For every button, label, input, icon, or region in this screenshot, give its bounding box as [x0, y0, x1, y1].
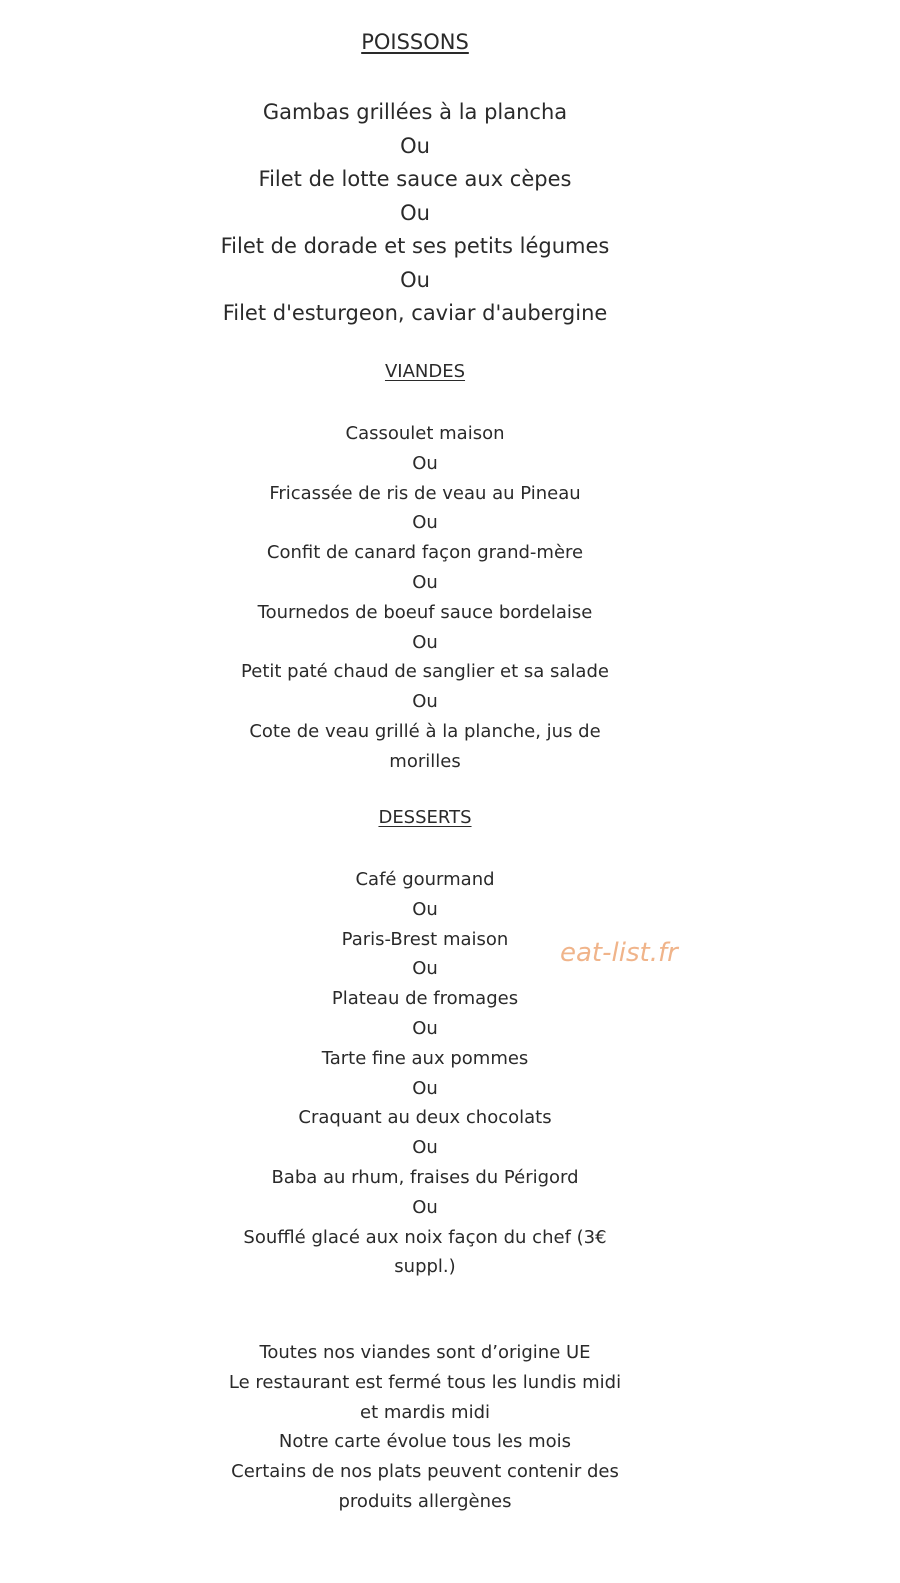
menu-item: Paris-Brest maison: [341, 928, 509, 950]
viandes-list: [0, 419, 900, 777]
menu-item: Confit de canard façon grand-mère: [266, 542, 584, 564]
poissons-heading: POISSONS: [361, 30, 469, 54]
menu-item: Gambas grillées à la plancha: [262, 100, 568, 124]
viandes-heading: VIANDES: [384, 361, 466, 382]
footer-note: Certains de nos plats peuvent contenir des produits allergènes: [231, 1461, 619, 1512]
menu-item: Fricassée de ris de veau au Pineau: [269, 482, 581, 504]
separator-ou: Ou: [412, 958, 438, 980]
viandes-section: [0, 359, 900, 777]
footer-note: Notre carte évolue tous les mois: [278, 1431, 572, 1453]
desserts-section: [0, 805, 900, 1282]
menu-item: Filet de dorade et ses petits légumes: [220, 234, 610, 258]
separator-ou: Ou: [412, 512, 438, 534]
watermark-text: eat-list.fr: [560, 938, 678, 968]
desserts-list: [0, 865, 900, 1282]
separator-ou: Ou: [400, 267, 430, 292]
separator-ou: Ou: [400, 200, 430, 225]
menu-item: Baba au rhum, fraises du Périgord: [271, 1166, 579, 1188]
menu-item: Filet de lotte sauce aux cèpes: [258, 167, 572, 191]
desserts-heading: DESSERTS: [378, 807, 472, 828]
separator-ou: Ou: [412, 1077, 438, 1099]
menu-item: Plateau de fromages: [331, 988, 519, 1010]
separator-ou: Ou: [412, 691, 438, 713]
menu-item: Tournedos de boeuf sauce bordelaise: [257, 601, 593, 623]
menu-item: Filet d'esturgeon, caviar d'aubergine: [222, 301, 608, 325]
menu-item: Cassoulet maison: [345, 423, 505, 444]
separator-ou: Ou: [412, 1196, 438, 1218]
separator-ou: Ou: [412, 898, 438, 920]
footer-note: Toutes nos viandes sont d’origine UE: [259, 1342, 591, 1363]
menu-item: Tarte fine aux pommes: [321, 1047, 529, 1069]
footer-note: Le restaurant est fermé tous les lundis midi et mardis midi: [228, 1371, 622, 1423]
poissons-section: [0, 28, 900, 331]
menu-item: Soufflé glacé aux noix façon du chef (3€ suppl.): [243, 1226, 607, 1278]
separator-ou: Ou: [412, 1137, 438, 1159]
menu-item: Craquant au deux chocolats: [298, 1107, 552, 1129]
menu-item: Petit paté chaud de sanglier et sa salade: [241, 661, 609, 683]
separator-ou: Ou: [400, 133, 430, 158]
poissons-list: [0, 96, 900, 331]
separator-ou: Ou: [412, 1017, 438, 1039]
menu-item: Café gourmand: [355, 869, 495, 890]
separator-ou: Ou: [412, 571, 438, 593]
footer-notes: [0, 1338, 900, 1517]
separator-ou: Ou: [412, 452, 438, 474]
separator-ou: Ou: [412, 631, 438, 653]
menu-item: Cote de veau grillé à la planche, jus de morilles: [249, 720, 601, 772]
